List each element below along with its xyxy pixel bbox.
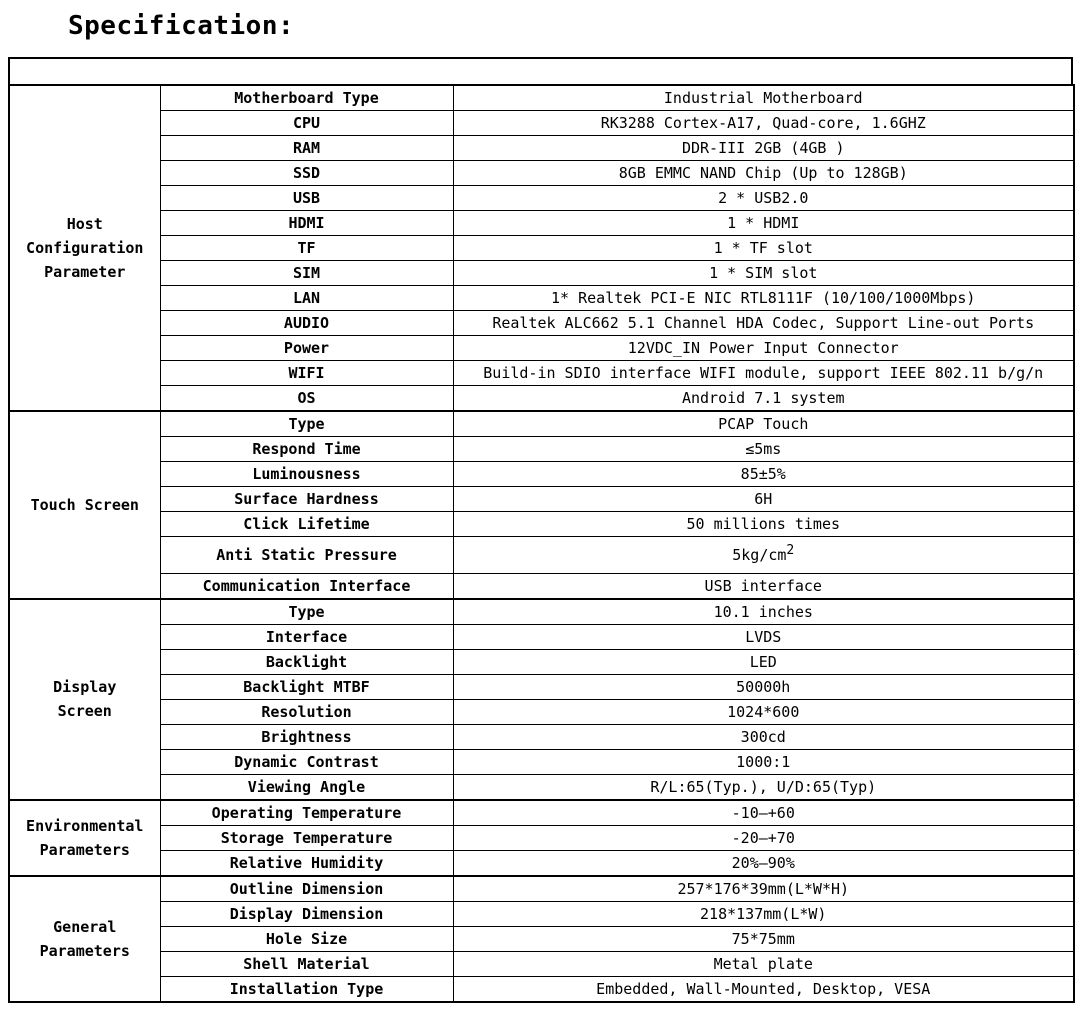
param-value: LVDS: [453, 624, 1074, 649]
param-label: Hole Size: [160, 926, 453, 951]
spec-row: [9, 699, 1074, 724]
param-label: Viewing Angle: [160, 774, 453, 800]
param-value: PCAP Touch: [453, 411, 1074, 437]
group-cell-general-parameters: [9, 876, 160, 1002]
spec-row: [9, 310, 1074, 335]
group-label-line: Screen: [57, 702, 112, 721]
spec-row: [9, 385, 1074, 411]
spec-row: [9, 285, 1074, 310]
spec-row: [9, 235, 1074, 260]
group-label-line: Host: [66, 214, 103, 233]
param-label: SSD: [160, 160, 453, 185]
param-value: 218*137mm(L*W): [453, 901, 1074, 926]
param-value: 1024*600: [453, 699, 1074, 724]
spec-row: [9, 486, 1074, 511]
group-label-line: Display: [53, 678, 117, 697]
spec-row: [9, 511, 1074, 536]
spec-row: [9, 724, 1074, 749]
spec-row: [9, 850, 1074, 876]
spec-row: [9, 160, 1074, 185]
param-label: Backlight: [160, 649, 453, 674]
param-label: Installation Type: [160, 976, 453, 1002]
spec-row: [9, 976, 1074, 1002]
param-value: ≤5ms: [453, 436, 1074, 461]
param-value: Realtek ALC662 5.1 Channel HDA Codec, Support Line-out Ports: [453, 310, 1074, 335]
spec-row: [9, 260, 1074, 285]
spec-row: [9, 573, 1074, 599]
param-label: Respond Time: [160, 436, 453, 461]
spec-row: [9, 624, 1074, 649]
table-top-empty-row: [8, 57, 1073, 84]
group-label-line: Parameters: [39, 941, 130, 960]
param-value: 50 millions times: [453, 511, 1074, 536]
param-value: LED: [453, 649, 1074, 674]
param-label: Power: [160, 335, 453, 360]
param-value: 6H: [453, 486, 1074, 511]
spec-row: [9, 536, 1074, 573]
param-label: Resolution: [160, 699, 453, 724]
param-value: 12VDC_IN Power Input Connector: [453, 335, 1074, 360]
param-label: Storage Temperature: [160, 825, 453, 850]
group-label-line: General: [53, 917, 117, 936]
param-value: R/L:65(Typ.), U/D:65(Typ): [453, 774, 1074, 800]
param-value: 1 * HDMI: [453, 210, 1074, 235]
group-cell-host-configuration-parameter: [9, 85, 160, 411]
param-value: USB interface: [453, 573, 1074, 599]
spec-row: [9, 85, 1074, 111]
spec-row: [9, 436, 1074, 461]
param-label: Display Dimension: [160, 901, 453, 926]
spec-row: [9, 749, 1074, 774]
specification-table: [8, 84, 1075, 1003]
spec-row: [9, 185, 1074, 210]
param-label: Click Lifetime: [160, 511, 453, 536]
param-label: Anti Static Pressure: [160, 536, 453, 573]
param-label: SIM: [160, 260, 453, 285]
group-cell-environmental-parameters: [9, 800, 160, 876]
param-value: Build-in SDIO interface WIFI module, support IEEE 802.11 b/g/n: [453, 360, 1074, 385]
param-value: 1000:1: [453, 749, 1074, 774]
param-label: USB: [160, 185, 453, 210]
param-label: Type: [160, 599, 453, 625]
group-label-line: Parameter: [44, 262, 126, 281]
param-value-superscript: 2: [786, 542, 795, 558]
spec-row: [9, 674, 1074, 699]
specification-table-body: [9, 85, 1074, 1002]
spec-row: [9, 901, 1074, 926]
param-value: 257*176*39mm(L*W*H): [453, 876, 1074, 902]
param-value: 50000h: [453, 674, 1074, 699]
spec-row: [9, 951, 1074, 976]
param-value: 1 * TF slot: [453, 235, 1074, 260]
param-label: HDMI: [160, 210, 453, 235]
spec-row: [9, 649, 1074, 674]
param-label: Relative Humidity: [160, 850, 453, 876]
param-value: -20—+70: [453, 825, 1074, 850]
spec-row: [9, 411, 1074, 437]
param-value: 85±5%: [453, 461, 1074, 486]
param-value: DDR-III 2GB (4GB ): [453, 135, 1074, 160]
param-label: Dynamic Contrast: [160, 749, 453, 774]
param-label: Operating Temperature: [160, 800, 453, 826]
spec-row: [9, 599, 1074, 625]
group-label-line: Configuration: [26, 238, 144, 257]
param-value: 8GB EMMC NAND Chip (Up to 128GB): [453, 160, 1074, 185]
param-label: Brightness: [160, 724, 453, 749]
page-title: Specification:: [68, 11, 295, 41]
param-value: Android 7.1 system: [453, 385, 1074, 411]
param-label: Type: [160, 411, 453, 437]
param-value: Industrial Motherboard: [453, 85, 1074, 111]
param-value: 20%—90%: [453, 850, 1074, 876]
spec-row: [9, 210, 1074, 235]
param-label: Interface: [160, 624, 453, 649]
group-cell-touch-screen: [9, 411, 160, 599]
param-value: RK3288 Cortex-A17, Quad-core, 1.6GHZ: [453, 110, 1074, 135]
param-label: Luminousness: [160, 461, 453, 486]
group-cell-display-screen: [9, 599, 160, 800]
param-label: WIFI: [160, 360, 453, 385]
param-label: Shell Material: [160, 951, 453, 976]
param-label: AUDIO: [160, 310, 453, 335]
param-label: Communication Interface: [160, 573, 453, 599]
param-label: Outline Dimension: [160, 876, 453, 902]
param-value: 2 * USB2.0: [453, 185, 1074, 210]
spec-row: [9, 110, 1074, 135]
spec-row: [9, 360, 1074, 385]
spec-row: [9, 135, 1074, 160]
param-value: 1 * SIM slot: [453, 260, 1074, 285]
param-value: 1* Realtek PCI-E NIC RTL8111F (10/100/1000Mbps): [453, 285, 1074, 310]
spec-row: [9, 774, 1074, 800]
spec-row: [9, 926, 1074, 951]
spec-row: [9, 825, 1074, 850]
param-label: CPU: [160, 110, 453, 135]
param-label: LAN: [160, 285, 453, 310]
param-value: 300cd: [453, 724, 1074, 749]
param-label: Surface Hardness: [160, 486, 453, 511]
group-label-line: Environmental: [26, 816, 144, 835]
param-value: Metal plate: [453, 951, 1074, 976]
param-label: Backlight MTBF: [160, 674, 453, 699]
spec-row: [9, 800, 1074, 826]
param-value: -10—+60: [453, 800, 1074, 826]
spec-row: [9, 876, 1074, 902]
spec-row: [9, 335, 1074, 360]
param-value: 10.1 inches: [453, 599, 1074, 625]
group-label-line: Touch Screen: [30, 495, 139, 514]
param-value: Embedded, Wall-Mounted, Desktop, VESA: [453, 976, 1074, 1002]
param-label: RAM: [160, 135, 453, 160]
param-value: $5kg/cm^2$: [453, 536, 1074, 573]
param-label: Motherboard Type: [160, 85, 453, 111]
param-label: OS: [160, 385, 453, 411]
param-label: TF: [160, 235, 453, 260]
spec-row: [9, 461, 1074, 486]
param-value: 75*75mm: [453, 926, 1074, 951]
group-label-line: Parameters: [39, 840, 130, 859]
